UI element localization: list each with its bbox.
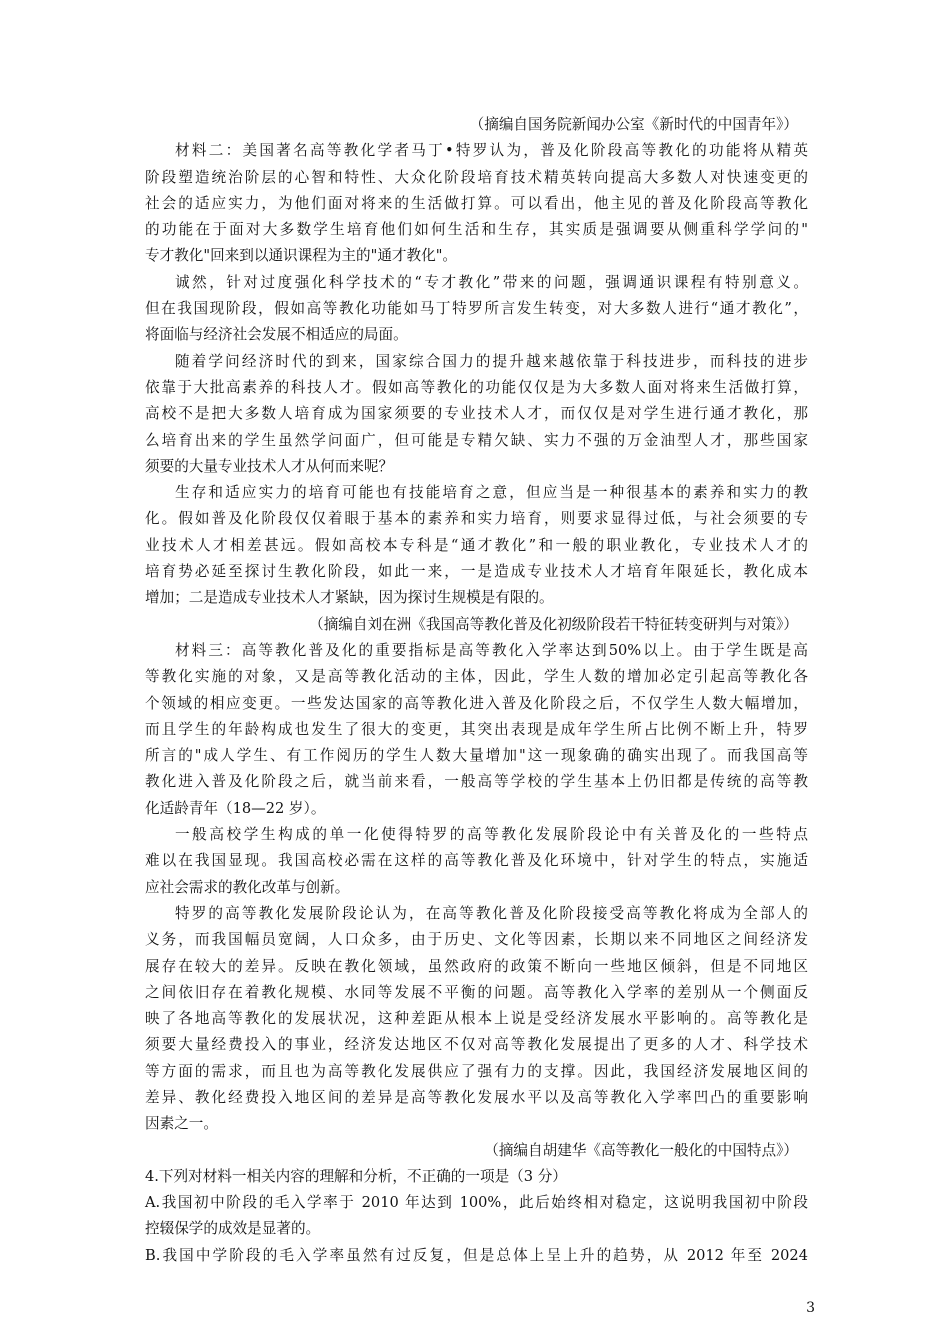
text-line: 社会的适应实力，为他们面对将来的生活做打算。可以看出，他主见的普及化阶段高等教化 — [145, 194, 808, 212]
page-number: 3 — [806, 1300, 815, 1316]
text-line: 培育势必延至探讨生教化阶段，如此一来，一是造成专业技术人才培育年限延长，教化成本 — [145, 563, 808, 581]
text-line: 控辍保学的成效是显著的。 — [145, 1220, 321, 1238]
text-line: 阶段塑造统治阶层的心智和特性、大众化阶段培育技术精英转向提高大多数人对快速变更的 — [145, 168, 808, 186]
text-line: 材料二：美国著名高等教化学者马丁•特罗认为，普及化阶段高等教化的功能将从精英 — [175, 142, 808, 160]
text-line: 难以在我国显现。我国高校必需在这样的高等教化普及化环境中，针对学生的特点，实施适 — [145, 852, 808, 870]
text-line: 个领域的相应变更。一些发达国家的高等教化进入普及化阶段之后，不仅学生人数大幅增加， — [145, 694, 808, 712]
text-line: 高校不是把大多数人培育成为国家须要的专业技术人才，而仅仅是对学生进行通才教化，那 — [145, 405, 808, 423]
text-line: 诚然，针对过度强化科学技术的“专才教化”带来的问题，强调通识课程有特别意义。 — [175, 273, 808, 291]
text-line: 等教化实施的对象，又是高等教化活动的主体，因此，学生人数的增加必定引起高等教化各 — [145, 668, 808, 686]
text-line: 依靠于大批高素养的科技人才。假如高等教化的功能仅仅是为大多数人面对将来生活做打算， — [145, 378, 808, 396]
source-citation: （摘编自刘在洲《我国高等教化普及化初级阶段若干特征转变研判与对策》） — [309, 615, 798, 633]
text-line: 应社会需求的教化改革与创新。 — [145, 878, 350, 896]
document-body — [145, 112, 808, 1269]
text-line: 义务，而我国幅员宽阔，人口众多，由于历史、文化等因素，长期以来不同地区之间经济发 — [145, 931, 808, 949]
text-line: 随着学问经济时代的到来，国家综合国力的提升越来越依靠于科技进步，而科技的进步 — [175, 352, 808, 370]
text-line: 化。假如普及化阶段仅仅着眼于基本的素养和实力培育，则要求显得过低，与社会须要的专 — [145, 510, 808, 528]
text-line: 业技术人才相差甚远。假如高校本专科是“通才教化”和一般的职业教化，专业技术人才的 — [145, 536, 808, 554]
text-line: 展存在较大的差异。反映在教化领域，虽然政府的政策不断向一些地区倾斜，但是不同地区 — [145, 957, 808, 975]
text-line: 4.下列对材料一相关内容的理解和分析，不正确的一项是（3 分） — [145, 1167, 567, 1185]
text-line: 将面临与经济社会发展不相适应的局面。 — [145, 326, 408, 344]
source-citation: （摘编自胡建华《高等教化一般化的中国特点》） — [484, 1141, 798, 1159]
text-line: 须要大量经费投入的事业，经济发达地区不仅对高等教化发展提出了更多的人才、科学技术 — [145, 1036, 808, 1054]
text-line: 但在我国现阶段，假如高等教化功能如马丁特罗所言发生转变，对大多数人进行“通才教化”， — [145, 300, 808, 318]
text-line: 增加；二是造成专业技术人才紧缺，因为探讨生规模是有限的。 — [145, 589, 554, 607]
text-line: 材料三：高等教化普及化的重要指标是高等教化入学率达到50%以上。由于学生既是高 — [175, 641, 808, 659]
text-line: 的功能在于面对大多数学生培育他们如何生活和生存，其实质是强调要从侧重科学学问的" — [145, 221, 808, 239]
text-line: 须要的大量专业技术人才从何而来呢？ — [145, 457, 394, 475]
text-line: 所言的"成人学生、有工作阅历的学生人数大量增加"这一现象确的确实出现了。而我国高等 — [145, 747, 808, 765]
text-line: 而且学生的年龄构成也发生了很大的变更，其突出表现是成年学生所占比例不断上升，特罗 — [145, 720, 808, 738]
text-line: 等方面的需求，而且也为高等教化发展供应了强有力的支撑。因此，我国经济发展地区间的 — [145, 1062, 808, 1080]
source-citation: （摘编自国务院新闻办公室《新时代的中国青年》） — [469, 116, 798, 133]
text-line: 生存和适应实力的培育可能也有技能培育之意，但应当是一种很基本的素养和实力的教 — [175, 484, 808, 502]
text-line: A.我国初中阶段的毛入学率于 2010 年达到 100%，此后始终相对稳定，这说明我国初中阶段 — [145, 1194, 808, 1212]
text-line: 教化进入普及化阶段之后，就当前来看，一般高等学校的学生基本上仍旧都是传统的高等教 — [145, 773, 808, 791]
text-line: 专才教化"回来到以通识课程为主的"通才教化"。 — [145, 247, 458, 265]
text-line: 映了各地高等教化的发展状况，这种差距从根本上说是受经济发展水平影响的。高等教化是 — [145, 1010, 808, 1028]
text-line: 之间依旧存在着教化规模、水同等发展不平衡的问题。高等教化入学率的差别从一个侧面反 — [145, 983, 808, 1001]
text-line: 因素之一。 — [145, 1115, 218, 1133]
text-line: 差异、教化经费投入地区间的差异是高等教化发展水平以及高等教化入学率凹凸的重要影响 — [145, 1088, 808, 1106]
text-line: 特罗的高等教化发展阶段论认为，在高等教化普及化阶段接受高等教化将成为全部人的 — [175, 904, 808, 922]
text-line: 化适龄青年（18—22 岁）。 — [145, 799, 326, 817]
text-line: B.我国中学阶段的毛入学率虽然有过反复，但是总体上呈上升的趋势，从 2012 年至 2024 — [145, 1246, 808, 1264]
text-line: 一般高校学生构成的单一化使得特罗的高等教化发展阶段论中有关普及化的一些特点 — [175, 826, 808, 844]
text-line: 么培育出来的学生虽然学问面广，但可能是专精欠缺、实力不强的万金油型人才，那些国家 — [145, 431, 808, 449]
